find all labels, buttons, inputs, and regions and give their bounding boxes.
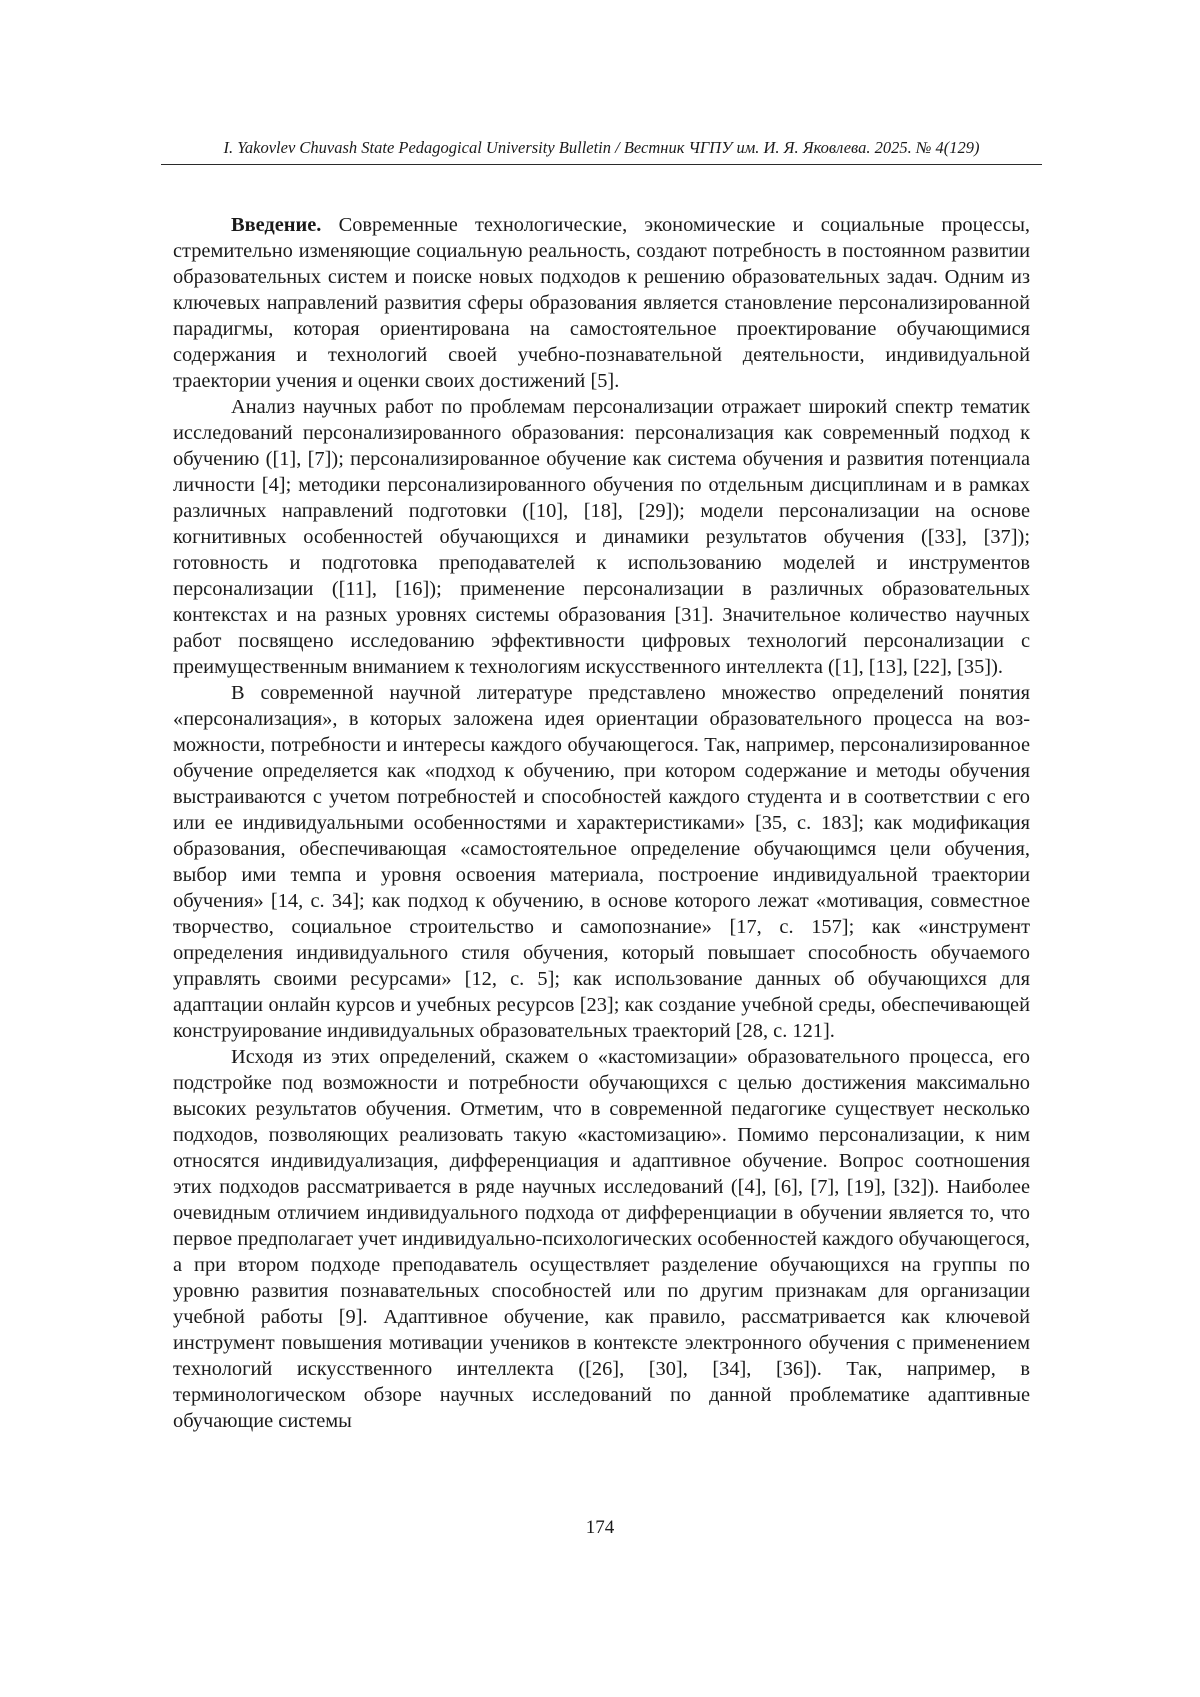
running-header: I. Yakovlev Chuvash State Pedagogical University Bulletin / Вестник ЧГПУ им. И. Я. Яковлева. 2025. № 4(129): [223, 138, 980, 157]
article-body: [173, 212, 1030, 1434]
header-rule: [161, 164, 1042, 165]
page-number: 174: [585, 1517, 615, 1538]
paragraph-definitions: В современной научной литературе представлено множество определений понятия «персонализация», в которых заложена идея ориентации образовательного процесса на возможности, потребности и интересы каждого обучающегося. Так, например, персонализированное обучение определяется как «подход к обучению, при котором содержание и методы обучения выстраиваются с учетом потребностей и способностей каждого студента и в соответствии с его или ее индивидуальными особенностями и характеристиками» [35, с. 183]; как модификация образования, обеспечивающая «самостоятельное определение обучающимся цели обучения, выбор ими темпа и уровня освоения материала, построение индивидуальной траектории обучения» [14, с. 34]; как подход к обучению, в основе которого лежат «мотивация, совместное творчество, социальное строительство и самопознание» [17, с. 157]; как «инструмент определения индивидуального стиля обучения, который повышает способность обучаемого управлять своими ресурсами» [12, с. 5]; как использование данных об обучающихся для адаптации онлайн курсов и учебных ресурсов [23]; как создание учебной среды, обеспечивающей конструирование индивидуальных образовательных траекторий [28, с. 121].: [173, 682, 1030, 1042]
intro-heading: Введение.: [231, 214, 322, 236]
paragraph-customization: Исходя из этих определений, скажем о «кастомизации» образовательного процесса, его подстройке под возможности и потребности обучающихся с целью достижения максимально высоких результатов обучения. Отметим, что в современной педагогике существует несколько подходов, позволяющих реализовать такую «кастомизацию». Помимо персонализации, к ним относятся индивидуализация, дифференциация и адаптивное обучение. Вопрос соотношения этих подходов рассматривается в ряде научных исследований ([4], [6], [7], [19], [32]). Наиболее очевидным отличием индивидуального подхода от дифференциации в обучении является то, что первое предполагает учет индивидуально-психологических особенностей каждого обучающегося, а при втором подходе преподаватель осуществляет разделение обучающихся на группы по уровню развития познавательных способностей или по другим признакам для организации учебной работы [9]. Адаптивное обучение, как правило, рассматривается как ключевой инструмент повышения мотивации учеников в контексте электронного обучения с применением технологий искусственного интеллекта ([26], [30], [34], [36]). Так, например, в терминологическом обзоре научных исследований по данной проблематике адаптивные обучающие системы: [173, 1046, 1030, 1432]
paragraph-introduction-text: Современные технологические, экономические и социальные процессы, стремительно изменяющие социальную реальность, создают потребность в постоянном развитии образовательных систем и поиске новых подходов к решению образовательных задач. Одним из ключевых направлений развития сферы образования является становление персонализированной парадигмы, которая ориентирована на самостоятельное проектирование обучающимися содержания и технологий своей учебно-познавательной деятельности, индивидуальной траектории учения и оценки своих достижений [5].: [173, 214, 1030, 392]
paragraph-research-analysis: Анализ научных работ по проблемам персонализации отражает широкий спектр тематик исследований персонализированного образования: персонализация как современный подход к обучению ([1], [7]); персонализированное обучение как система обучения и развития потенциала личности [4]; методики персонализированного обучения по отдельным дисциплинам и в рамках различных направлений подготовки ([10], [18], [29]); модели персонализации на основе когнитивных особенностей обучающихся и динамики результатов обучения ([33], [37]); готовность и подготовка преподавателей к использованию моделей и инструментов персонализации ([11], [16]); применение персонализации в различных образовательных контекстах и на разных уровнях системы образования [31]. Значительное количество научных работ посвящено исследованию эффективности цифровых технологий персонализации с преимущественным вниманием к технологиям искусственного интеллекта ([1], [13], [22], [35]).: [173, 396, 1030, 678]
paragraph-introduction: [173, 212, 1030, 394]
